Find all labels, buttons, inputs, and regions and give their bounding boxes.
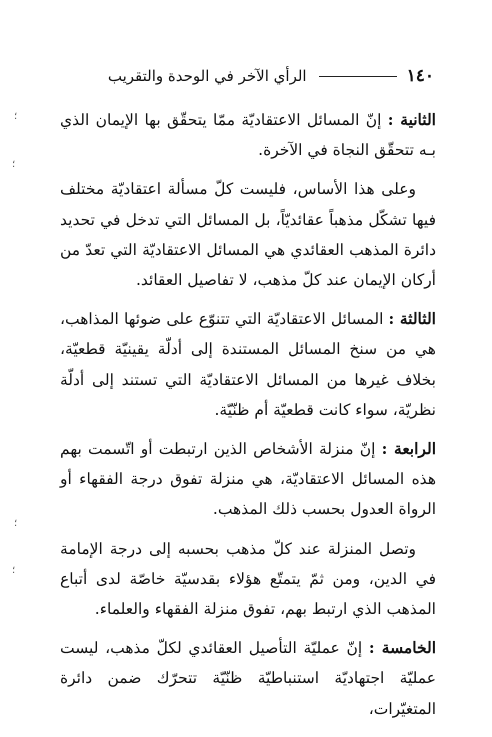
margin-mark: ؛ — [14, 518, 18, 529]
paragraph-second-point — [60, 105, 436, 165]
paragraph-lead: الرابعة : — [381, 439, 437, 459]
margin-mark: ؛ — [12, 159, 16, 170]
running-title: الرأي الآخر في الوحدة والتقريب — [107, 67, 307, 85]
page-number: ١٤٠ — [406, 66, 434, 86]
paragraph-fifth-point — [60, 633, 436, 724]
paragraph-text: وتصل المنزلة عند كلّ مذهب بحسبه إلى درجة الإمامة في الدين، ومن ثمّ يتمتّع هؤلاء بقدسيّة خاصّة لدى أتباع المذهب الذي ارتبط بهم، تفوق منزلة الفقهاء والعلماء. — [60, 539, 436, 619]
margin-mark: ؛ — [12, 565, 16, 576]
paragraph-lead: الثالثة : — [388, 309, 436, 329]
margin-mark: ؛ — [14, 111, 18, 122]
paragraph-status — [60, 534, 436, 625]
paragraph-text: المسائل الاعتقاديّة التي تتنوّع على ضوئها المذاهب، هي من سنخ المسائل المستندة إلى أدلّة يقينيّة قطعيّة، بخلاف غيرها من المسائل الاعتقاديّة التي تستند إلى أدلّة نظريّة، سواء كانت قطعيّة أم ظنّيّة. — [60, 310, 436, 419]
body-text — [60, 105, 436, 733]
paragraph-basis — [60, 174, 436, 295]
paragraph-text: إنّ المسائل الاعتقاديّة ممّا يتحقّق بها الإيمان الذي بـه تتحقّق النجاة في الآخرة. — [60, 111, 436, 160]
paragraph-lead: الثانية : — [387, 110, 436, 129]
header-rule — [319, 76, 397, 77]
paragraph-text: وعلى هذا الأساس، فليست كلّ مسألة اعتقاديّة مختلف فيها تشكّل مذهباً عقائديّاً، بل المسائل التي تدخل في تحديد دائرة المذهب العقائدي هي المسائل الاعتقاديّة التي تعدّ من أركان الإيمان عند كلّ مذهب، لا تفاصيل العقائد. — [60, 180, 436, 290]
paragraph-text: إنّ منزلة الأشخاص الذين ارتبطت أو اتّسمت بهم هذه المسائل الاعتقاديّة، هي منزلة تفوق درجة الفقهاء أو الرواة العدول بحسب ذلك المذهب. — [60, 440, 436, 519]
page-header — [60, 62, 434, 90]
paragraph-text: إنّ عمليّة التأصيل العقائدي لكلّ مذهب، ليست عمليّة اجتهاديّة استنباطيّة ظنّيّة تتحرّك ضمن دائرة المتغيّرات، — [60, 639, 436, 718]
paragraph-fourth-point — [60, 434, 436, 525]
paragraph-third-point — [60, 304, 436, 425]
paragraph-lead: الخامسة : — [368, 638, 436, 658]
